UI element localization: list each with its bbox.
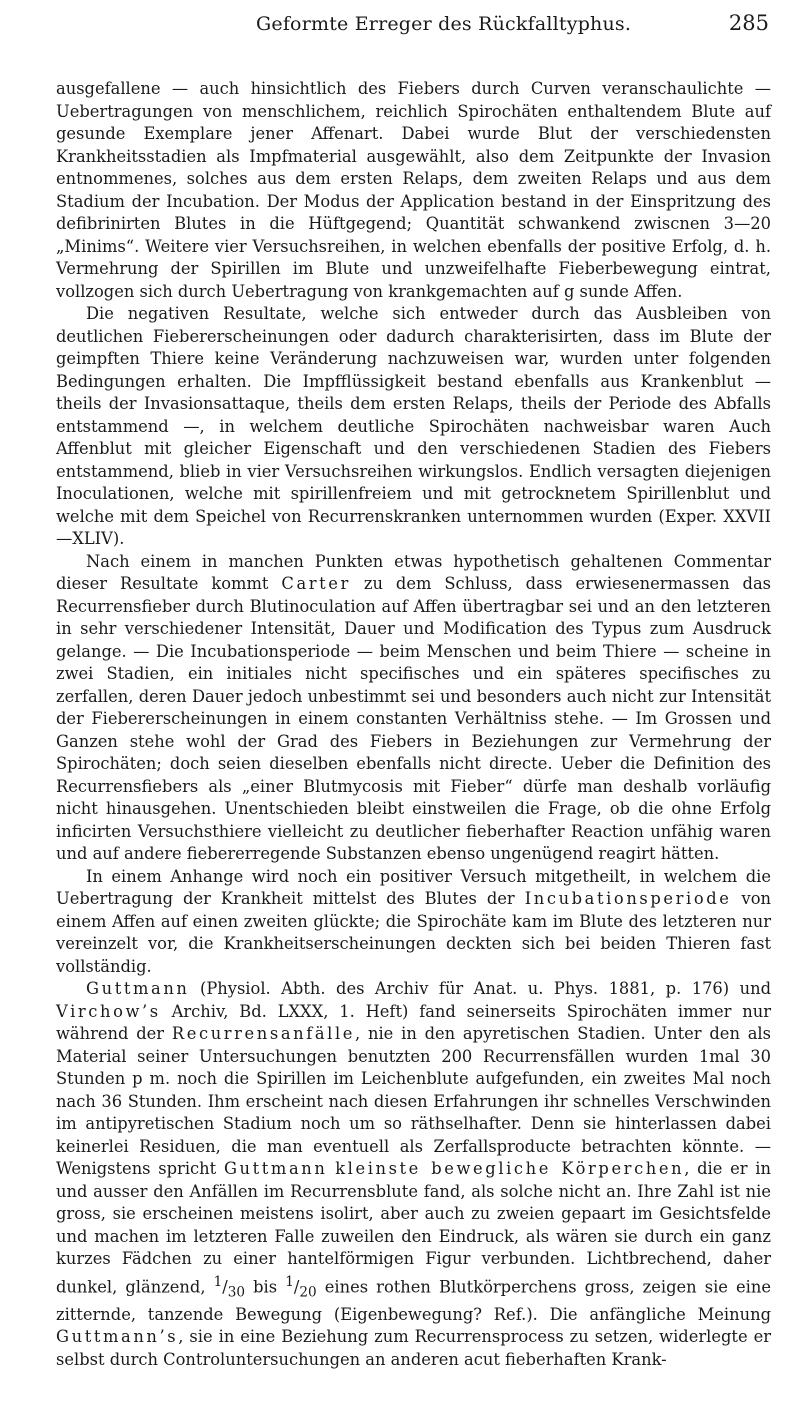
emphasis-koerperchen: kleinste bewegliche Körperchen xyxy=(335,1159,685,1178)
text-run: (Physiol. Abth. des Archiv für Anat. u. Phys. 1881, p. 176) und xyxy=(189,979,771,998)
paragraph-1: ausgefallene — auch hinsichtlich des Fiebers durch Curven veranschaulichte — Uebertragungen von menschlichem, reichlich Spirochäten enthaltendem Blute auf gesunde Exemplare jener Affenart. Dabei wurde Blut der verschiedensten Krankheitsstadien als Impfmaterial ausgewählt, also dem Zeitpunkte der Invasion entnommenes, solches aus dem ersten Relaps, dem zweiten Relaps und aus dem Stadium der Incubation. Der Modus der Application bestand in der Einspritzung des defibrinirten Blutes in die Hüftgegend; Quantität schwankend zwiscnen 3—20 „Minims“. Weitere vier Versuchsreihen, in welchen ebenfalls der positive Erfolg, d. h. Vermehrung der Spirillen im Blute und unzweifelhafte Fieberbewegung eintrat, vollzogen sich durch Uebertragung von krankgemachten auf g sunde Affen. xyxy=(56,79,771,301)
paragraph-2: Die negativen Resultate, welche sich entweder durch das Ausbleiben von deutlichen Fiebererscheinungen oder dadurch charakterisirten, dass im Blute der geimpften Thiere keine Veränderung nachzuweisen war, wurden unter folgenden Bedingungen erhalten. Die Impfflüssigkeit bestand ebenfalls aus Krankenblut — theils der Invasionsattaque, theils dem ersten Relaps, theils der Periode des Abfalls entstammend —, in welchem deutliche Spirochäten nachweisbar waren Auch Affenblut mit gleicher Eigenschaft und den verschiedenen Stadien des Fiebers entstammend, blieb in vier Versuchsreihen wirkungslos. Endlich versagten diejenigen Inoculationen, welche mit spirillenfreiem und mit getrocknetem Spirillenblut und welche mit dem Speichel von Recurrenskranken unternommen wurden (Exper. XXVII—XLIV). xyxy=(56,304,771,548)
text-run: eines rothen Blutkörperchens gross, zeigen sie eine zitternde, tanzende Bewegung (Eigenbewegung? Ref.). Die anfängliche Meinung xyxy=(56,1276,772,1324)
page-number: 285 xyxy=(728,11,769,35)
text-run: , sie in eine Beziehung zum Recurrensprocess zu setzen, widerlegte er selbst durch Controluntersuchungen an anderen acut fieberhaften Krank- xyxy=(56,1327,771,1369)
text-run: Nach einem in manchen Punkten etwas hypothetisch gehaltenen Commentar dieser Resultate kommt xyxy=(56,551,771,593)
author-name-carter: Carter xyxy=(281,574,351,593)
fraction-denominator: 20 xyxy=(299,1284,317,1301)
text-run: von einem Affen auf einen zweiten glückte; die Spirochäte kam im Blute des letzteren nur vereinzelt vor, die Krankheitserscheinungen deckten sich bei beiden Thieren fast vollständig. xyxy=(56,889,771,976)
author-name-guttmann: Guttmann’s xyxy=(56,1327,179,1347)
emphasis-recurrensanfaelle: Recurrensanfälle xyxy=(171,1024,356,1043)
book-page xyxy=(56,0,771,1371)
text-run: bis xyxy=(245,1276,286,1296)
text-run: , nie in den apyretischen Stadien. Unter den als Material seiner Untersuchungen benutzten 200 Recurrensfällen wurden 1mal 30 Stunden p m. noch die Spirillen im Leichenblute aufgefunden, ein zweites Mal noch nach 36 Stunden. Ihm erscheint nach diesen Erfahrungen ihr schnelles Verschwinden im antipyretischen Stadium noch um so räthselhafter. Denn sie hinterlassen dabei keinerlei Residuen, die man eventuell als Zerfallsproducte betrachten könnte. — Wenigstens spricht xyxy=(56,1024,771,1178)
paragraph-5: Guttmann (Physiol. Abth. des Archiv für Anat. u. Phys. 1881, p. 176) und Virchow’s Archiv, Bd. LXXX, 1. Heft) fand seinerseits Spirochäten immer nur während der Recurrensanfälle, nie in den apyretischen Stadien. Unter den als Material seiner Untersuchungen benutzten 200 Recurrensfällen wurden 1mal 30 Stunden p m. noch die Spirillen im Leichenblute aufgefunden, ein zweites Mal noch nach 36 Stunden. Ihm erscheint nach diesen Erfahrungen ihr schnelles Verschwinden im antipyretischen Stadium noch um so räthselhafter. Denn sie hinterlassen dabei keinerlei Residuen, die man eventuell als Zerfallsproducte betrachten könnte. — Wenigstens spricht Guttmann kleinste bewegliche Körperchen, die er in und ausser den Anfällen im Recurrensblute fand, als solche nicht an. Ihre Zahl ist nie gross, sie erscheinen meistens isolirt, aber auch zu zweien gepaart im Gesichtsfelde und machen im letzteren Falle zuweilen den Eindruck, als wären sie durch ein ganz kurzes Fädchen zu einer hantelförmigen Figur verbunden. Lichtbrechend, daher dunkel, glänzend, $^1/_{30}$ bis $^1/_{20}$ eines rothen Blutkörperchens gross, zeigen sie eine zitternde, tanzende Bewegung (Eigenbewegung? Ref.). Die anfängliche Meinung Guttmann’s, sie in eine Beziehung zum Recurrensprocess zu setzen, widerlegte er selbst durch Controluntersuchungen an anderen acut fieberhaften Krank- xyxy=(56,979,772,1369)
text-run: Archiv, Bd. LXXX, 1. Heft) fand seinerseits Spirochäten immer nur während der xyxy=(56,1001,771,1043)
emphasis-incubationsperiode: Incubationsperiode xyxy=(524,889,732,908)
fraction-numerator: 1 xyxy=(285,1273,294,1290)
text-run: zu dem Schluss, dass erwiesenermassen das Recurrensfieber durch Blutinoculation auf Affen übertragbar sei und an den letzteren in sehr verschiedener Intensität, Dauer und Modification des Typus zum Ausdruck gelange. — Die Incubationsperiode — beim Menschen und beim Thiere — scheine in zwei Stadien, ein initiales nicht specifisches und ein späteres specifisches zu zerfallen, deren Dauer jedoch unbestimmt sei und besonders auch nicht zur Intensität der Fiebererscheinungen in einem constanten Verhältniss stehe. — Im Grossen und Ganzen stehe wohl der Grad des Fiebers in Beziehungen zur Vermehrung der Spirochäten; doch seien dieselben ebenfalls nicht directe. Ueber die Definition des Recurrensfiebers als „einer Blutmycosis mit Fieber“ dürfe man deshalb vorläufig nicht hinausgehen. Unentschieden bleibt einstweilen die Frage, ob die ohne Erfolg inficirten Versuchsthiere vielleicht zu deutlicher fieberhafter Reaction unfähig waren und auf andere fiebererregende Substanzen ebenso ungenügend reagirt hätten. xyxy=(56,574,772,863)
page-header xyxy=(56,0,771,78)
fraction-denominator: 30 xyxy=(227,1284,246,1301)
fraction-numerator: 1 xyxy=(213,1273,223,1290)
author-name-guttmann: Guttmann xyxy=(223,1159,328,1178)
paragraph-4 xyxy=(56,866,771,979)
author-name-guttmann: Guttmann xyxy=(86,979,190,998)
paragraph-3 xyxy=(56,551,771,866)
author-name-virchow: Virchow’s xyxy=(56,1001,161,1021)
running-title: Geformte Erreger des Rückfalltyphus. xyxy=(256,13,632,35)
text-run: In einem Anhange wird noch ein positiver Versuch mitgetheilt, in welchem die Uebertragung der Krankheit mittelst des Blutes der xyxy=(56,866,771,908)
text-run: , die er in und ausser den Anfällen im Recurrensblute fand, als solche nicht an. Ihre Zahl ist nie gross, sie erscheinen meistens isolirt, aber auch zu zweien gepaart im Gesichtsfelde und machen im letzteren Falle zuweilen den Eindruck, als wären sie durch ein ganz kurzes Fädchen zu einer hantelförmigen Figur verbunden. Lichtbrechend, daher dunkel, glänzend, xyxy=(56,1159,771,1296)
body-text xyxy=(56,78,771,1371)
